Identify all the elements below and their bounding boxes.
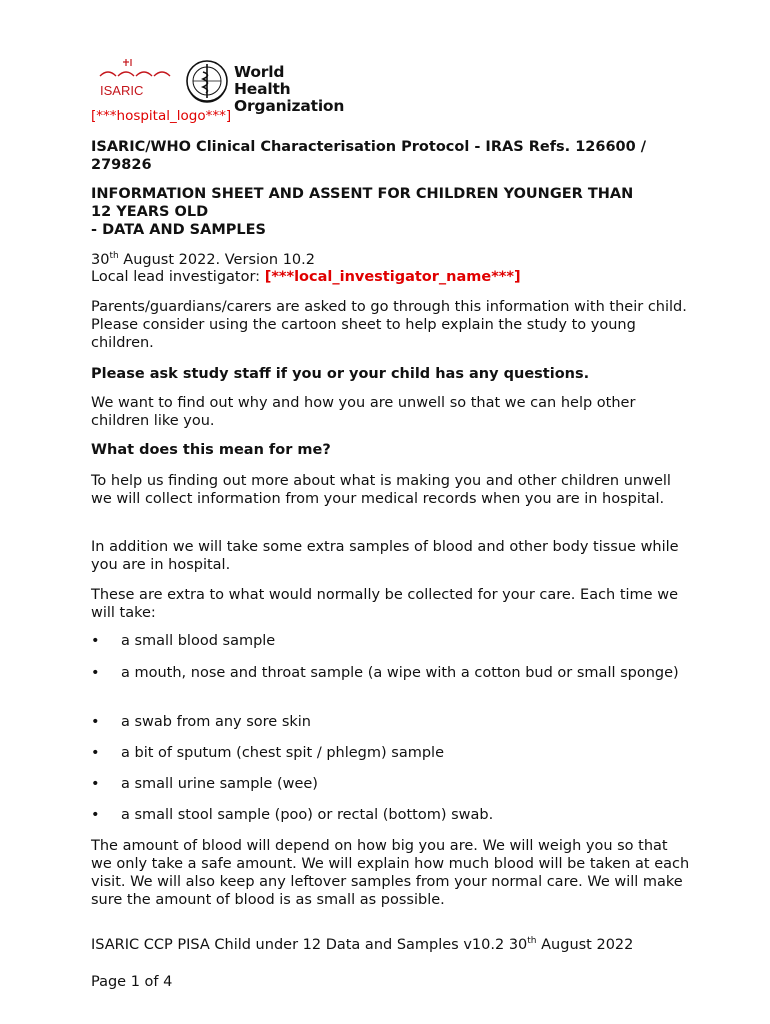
who-logo xyxy=(184,58,345,115)
footer-doc-ref-end: August 2022 xyxy=(536,937,634,953)
list-item-text: a mouth, nose and throat sample (a wipe with a cotton bud or small sponge) xyxy=(121,665,679,681)
footer-doc-ref xyxy=(91,936,691,954)
footer-doc-ref-text: ISARIC CCP PISA Child under 12 Data and Samples v10.2 30 xyxy=(91,937,528,953)
info-sheet-heading-line1: INFORMATION SHEET AND ASSENT FOR CHILDREN YOUNGER THAN xyxy=(91,186,634,202)
parents-paragraph: Parents/guardians/carers are asked to go through this information with their child. Please consider using the cartoon sheet to help explain the study to young children. xyxy=(91,299,687,351)
header-logos xyxy=(96,56,346,115)
investigator-label: Local lead investigator: xyxy=(91,269,265,285)
version-text: August 2022. Version 10.2 xyxy=(118,252,315,268)
version-day: 30 xyxy=(91,252,110,268)
isaric-logo-text: ISARIC xyxy=(100,83,144,98)
footer-doc-ref-sup: th xyxy=(527,936,537,947)
who-logo-line2: Organization xyxy=(234,97,345,115)
list-item-text: a small stool sample (poo) or rectal (bottom) swab. xyxy=(121,807,494,823)
info-sheet-heading-line2: 12 YEARS OLD xyxy=(91,204,209,220)
list-item-text: a bit of sputum (chest spit / phlegm) sample xyxy=(121,745,444,761)
who-logo-line1: World Health xyxy=(234,63,291,98)
list-item-text: a swab from any sore skin xyxy=(121,714,311,730)
bullet-icon: • xyxy=(91,807,100,823)
who-logo-text xyxy=(234,64,344,115)
isaric-logo xyxy=(96,56,176,102)
bullet-icon: • xyxy=(91,633,100,649)
help-us-paragraph: To help us finding out more about what is making you and other children unwell we will collect information from your medical records when you are in hospital. xyxy=(91,473,671,507)
find-out-paragraph: We want to find out why and how you are unwell so that we can help other children like you. xyxy=(91,395,636,429)
investigator-line xyxy=(91,268,691,286)
in-addition-paragraph: In addition we will take some extra samples of blood and other body tissue while you are in hospital. xyxy=(91,539,679,573)
what-does-this-mean-heading: What does this mean for me? xyxy=(91,442,331,458)
protocol-title: ISARIC/WHO Clinical Characterisation Protocol - IRAS Refs. 126600 / 279826 xyxy=(91,139,647,173)
extra-samples-paragraph: These are extra to what would normally be collected for your care. Each time we will take: xyxy=(91,587,678,621)
info-sheet-heading xyxy=(91,185,691,239)
version-line xyxy=(91,251,691,269)
who-emblem-icon xyxy=(184,58,230,104)
list-item-text: a small urine sample (wee) xyxy=(121,776,318,792)
list-item-text: a small blood sample xyxy=(121,633,276,649)
bullet-icon: • xyxy=(91,745,100,761)
investigator-name-placeholder: [***local_investigator_name***] xyxy=(264,269,521,285)
bullet-icon: • xyxy=(91,665,100,681)
bullet-icon: • xyxy=(91,776,100,792)
bullet-icon: • xyxy=(91,714,100,730)
blood-amount-paragraph: The amount of blood will depend on how big you are. We will weigh you so that we only take a safe amount. We will explain how much blood will be taken at each visit. We will also keep any leftover samples from your normal care. We will make sure the amount of blood is as small as possible. xyxy=(91,838,690,908)
version-day-suffix: th xyxy=(109,251,119,262)
info-sheet-heading-line3: - DATA AND SAMPLES xyxy=(91,222,266,238)
ask-staff-paragraph: Please ask study staff if you or your child has any questions. xyxy=(91,366,590,382)
page-number: Page 1 of 4 xyxy=(91,974,173,990)
hospital-logo-placeholder: [***hospital_logo***] xyxy=(91,108,232,124)
